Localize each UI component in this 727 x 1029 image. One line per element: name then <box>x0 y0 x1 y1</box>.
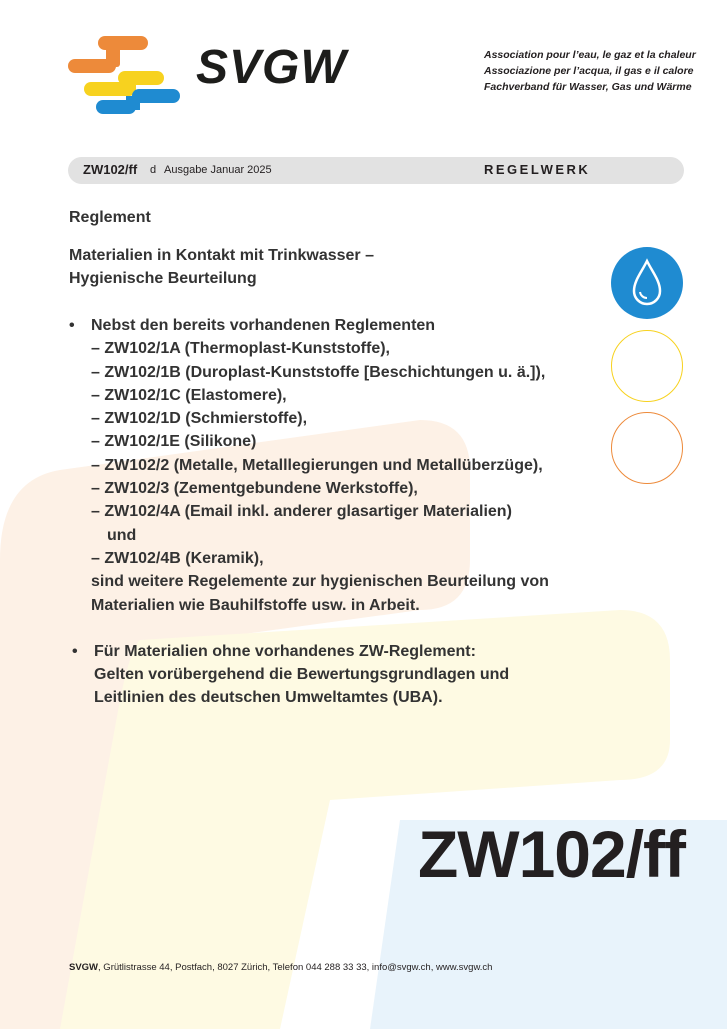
water-badge <box>611 247 683 319</box>
document-code-large: ZW102/ff <box>417 817 685 891</box>
regulation-item: – ZW102/3 (Zementgebundene Werkstoffe), <box>91 480 418 498</box>
regulation-item: – ZW102/1C (Elastomere), <box>91 386 287 404</box>
bullet-2-text: Für Materialien ohne vorhandenes ZW-Reglement: <box>94 642 476 660</box>
regulation-item: – ZW102/1E (Silikone) <box>91 433 257 451</box>
bullet-2-line: Gelten vorübergehend die Bewertungsgrundlagen und <box>94 666 510 684</box>
regulation-item: – ZW102/1D (Schmierstoffe), <box>91 410 308 428</box>
title-line-2: Hygienische Beurteilung <box>69 270 257 287</box>
header-language: d <box>150 164 157 176</box>
regulation-item: – ZW102/2 (Metalle, Metalllegierungen und Metallüberzüge), <box>91 456 543 474</box>
header-edition: Ausgabe Januar 2025 <box>164 164 272 176</box>
bullet-1-closing: sind weitere Regelemente zur hygienischen Beurteilung von <box>91 573 549 591</box>
bullet-1-intro-text: Nebst den bereits vorhandenen Reglementen <box>91 317 436 334</box>
bullet-2-line <box>69 640 629 663</box>
title-line-1: Materialien in Kontakt mit Trinkwasser – <box>69 247 374 264</box>
regulation-connector: und <box>107 526 137 544</box>
document-type: Reglement <box>69 209 151 226</box>
header-code: ZW102/ff <box>83 162 138 177</box>
footer-address <box>69 962 492 973</box>
bullet-2-line: Leitlinien des deutschen Umweltamtes (UBA). <box>94 689 443 707</box>
svgw-logo-mark <box>66 34 182 116</box>
bullet-1-closing: Materialien wie Bauhilfstoffe usw. in Arbeit. <box>91 596 420 614</box>
tagline-de: Fachverband für Wasser, Gas und Wärme <box>484 81 692 93</box>
document-header-bar <box>68 157 684 184</box>
tagline-it: Associazione per l’acqua, il gas e il calore <box>484 65 694 77</box>
regulation-item: – ZW102/4A (Email inkl. anderer glasartiger Materialien) <box>91 503 512 521</box>
bullet-marker: • <box>72 642 78 660</box>
footer-contact: , Grütlistrasse 44, Postfach, 8027 Zürich, Telefon 044 288 33 33, info@svgw.ch, www.svgw.ch <box>98 962 493 973</box>
regulation-item: – ZW102/1A (Thermoplast-Kunststoffe), <box>91 340 390 358</box>
tagline-fr: Association pour l’eau, le gaz et la chaleur <box>484 49 696 61</box>
brand-tagline <box>484 47 696 95</box>
water-drop-icon <box>611 247 683 319</box>
bullet-marker: • <box>69 317 75 334</box>
regulation-item: – ZW102/1B (Duroplast-Kunststoffe [Beschichtungen u. ä.]), <box>91 363 546 381</box>
footer-org: SVGW <box>69 962 99 973</box>
brand-name: SVGW <box>196 41 347 94</box>
regulation-item: – ZW102/4B (Keramik), <box>91 549 264 567</box>
header-series: REGELWERK <box>484 162 591 177</box>
bullet-1-intro <box>69 314 629 337</box>
document-body <box>69 314 629 710</box>
document-title <box>69 244 374 290</box>
